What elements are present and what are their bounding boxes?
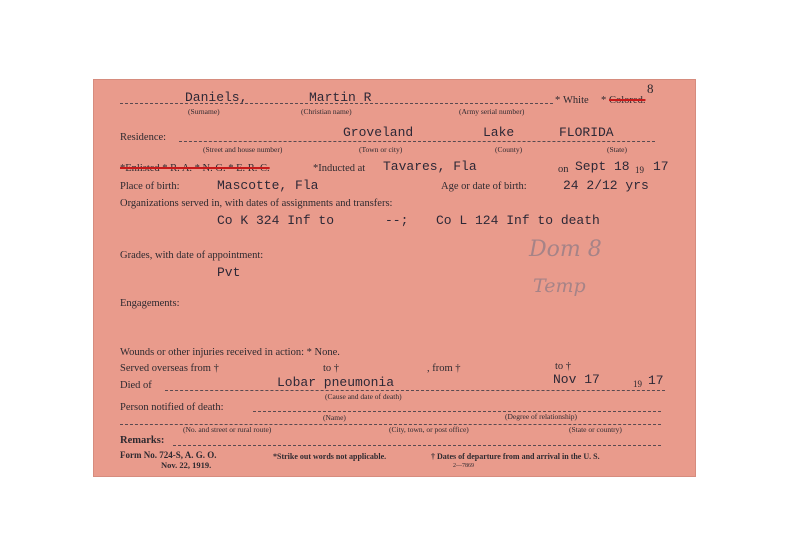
birthplace-value: Mascotte, Fla xyxy=(217,178,319,193)
name-caption: (Name) xyxy=(323,413,346,422)
city-po-caption: (City, town, or post office) xyxy=(389,425,469,434)
cause-value: Lobar pneumonia xyxy=(277,375,395,390)
served-overseas-label: Served overseas from † xyxy=(120,363,219,374)
induct-date-value: Sept 18 xyxy=(575,159,630,174)
race-white: White xyxy=(563,95,589,106)
grade-value: Pvt xyxy=(217,265,241,280)
star-white: * xyxy=(555,95,561,106)
inducted-at-value: Tavares, Fla xyxy=(383,159,477,174)
surname-value: Daniels, xyxy=(185,90,248,105)
christian-name-value: Martin R xyxy=(309,90,372,105)
cause-caption: (Cause and date of death) xyxy=(325,392,402,401)
remarks-label: Remarks: xyxy=(120,435,165,446)
person-notified-label: Person notified of death: xyxy=(120,402,224,413)
to-label-1: to † xyxy=(323,363,340,374)
county-value: Lake xyxy=(483,125,515,140)
residence-label: Residence: xyxy=(120,132,167,143)
state-value: FLORIDA xyxy=(559,125,614,140)
form-date: Nov. 22, 1919. xyxy=(161,460,212,470)
state-country-caption: (State or country) xyxy=(569,425,622,434)
place-of-birth-label: Place of birth: xyxy=(120,181,180,192)
org-separator: --; xyxy=(385,213,409,228)
wounds-label: Wounds or other injuries received in action: * None. xyxy=(120,347,340,358)
state-caption: (State) xyxy=(607,145,627,154)
org-2-value: Co L 124 Inf to death xyxy=(436,213,600,228)
strike-note: *Strike out words not applicable. xyxy=(273,452,387,461)
age-label: Age or date of birth: xyxy=(441,181,527,192)
to-label-2: to † xyxy=(555,361,572,372)
christian-name-caption: (Christian name) xyxy=(301,107,352,116)
org-1-value: Co K 324 Inf to xyxy=(217,213,335,228)
engagements-label: Engagements: xyxy=(120,298,180,309)
service-record-card xyxy=(93,79,696,477)
died-of-label: Died of xyxy=(120,380,152,391)
surname-caption: (Surname) xyxy=(188,107,220,116)
town-value: Groveland xyxy=(343,125,414,140)
age-value: 24 2/12 yrs xyxy=(563,178,649,193)
relationship-caption: (Degree of relationship) xyxy=(505,412,578,421)
death-date-value: Nov 17 xyxy=(553,372,600,387)
induct-year-value: 17 xyxy=(653,159,669,174)
induct-year-prefix: 19 xyxy=(635,165,644,175)
dates-note: † Dates of departure from and arrival in the U. S. xyxy=(431,452,600,461)
remarks-line xyxy=(173,445,661,446)
form-number: Form No. 724-S, A. G. O. xyxy=(120,450,217,460)
race-colored: Colored. xyxy=(609,95,646,106)
died-line xyxy=(165,390,665,391)
inducted-label: *Inducted at xyxy=(313,163,366,174)
town-caption: (Town or city) xyxy=(359,145,403,154)
serial-caption: (Army serial number) xyxy=(459,107,525,116)
organizations-label: Organizations served in, with dates of assignments and transfers: xyxy=(120,198,393,209)
grades-label: Grades, with date of appointment: xyxy=(120,250,264,261)
card-number: 8 xyxy=(647,81,654,96)
notified-line xyxy=(253,411,661,412)
on-label: on xyxy=(558,164,569,175)
street-route-caption: (No. and street or rural route) xyxy=(183,425,272,434)
death-year-value: 17 xyxy=(648,373,664,388)
residence-line xyxy=(179,141,655,142)
pencil-note-dom: Dom 8 xyxy=(529,237,602,262)
street-caption: (Street and house number) xyxy=(203,145,283,154)
county-caption: (County) xyxy=(495,145,523,154)
death-year-prefix: 19 xyxy=(633,379,642,389)
from-label-2: , from † xyxy=(427,363,461,374)
enlisted-options: *Enlisted * R. A. * N. G. * E. R. C. xyxy=(120,163,270,174)
print-code: 2—7869 xyxy=(453,463,474,469)
star-colored: * xyxy=(601,95,607,106)
pencil-note-temp: Temp xyxy=(533,275,586,297)
